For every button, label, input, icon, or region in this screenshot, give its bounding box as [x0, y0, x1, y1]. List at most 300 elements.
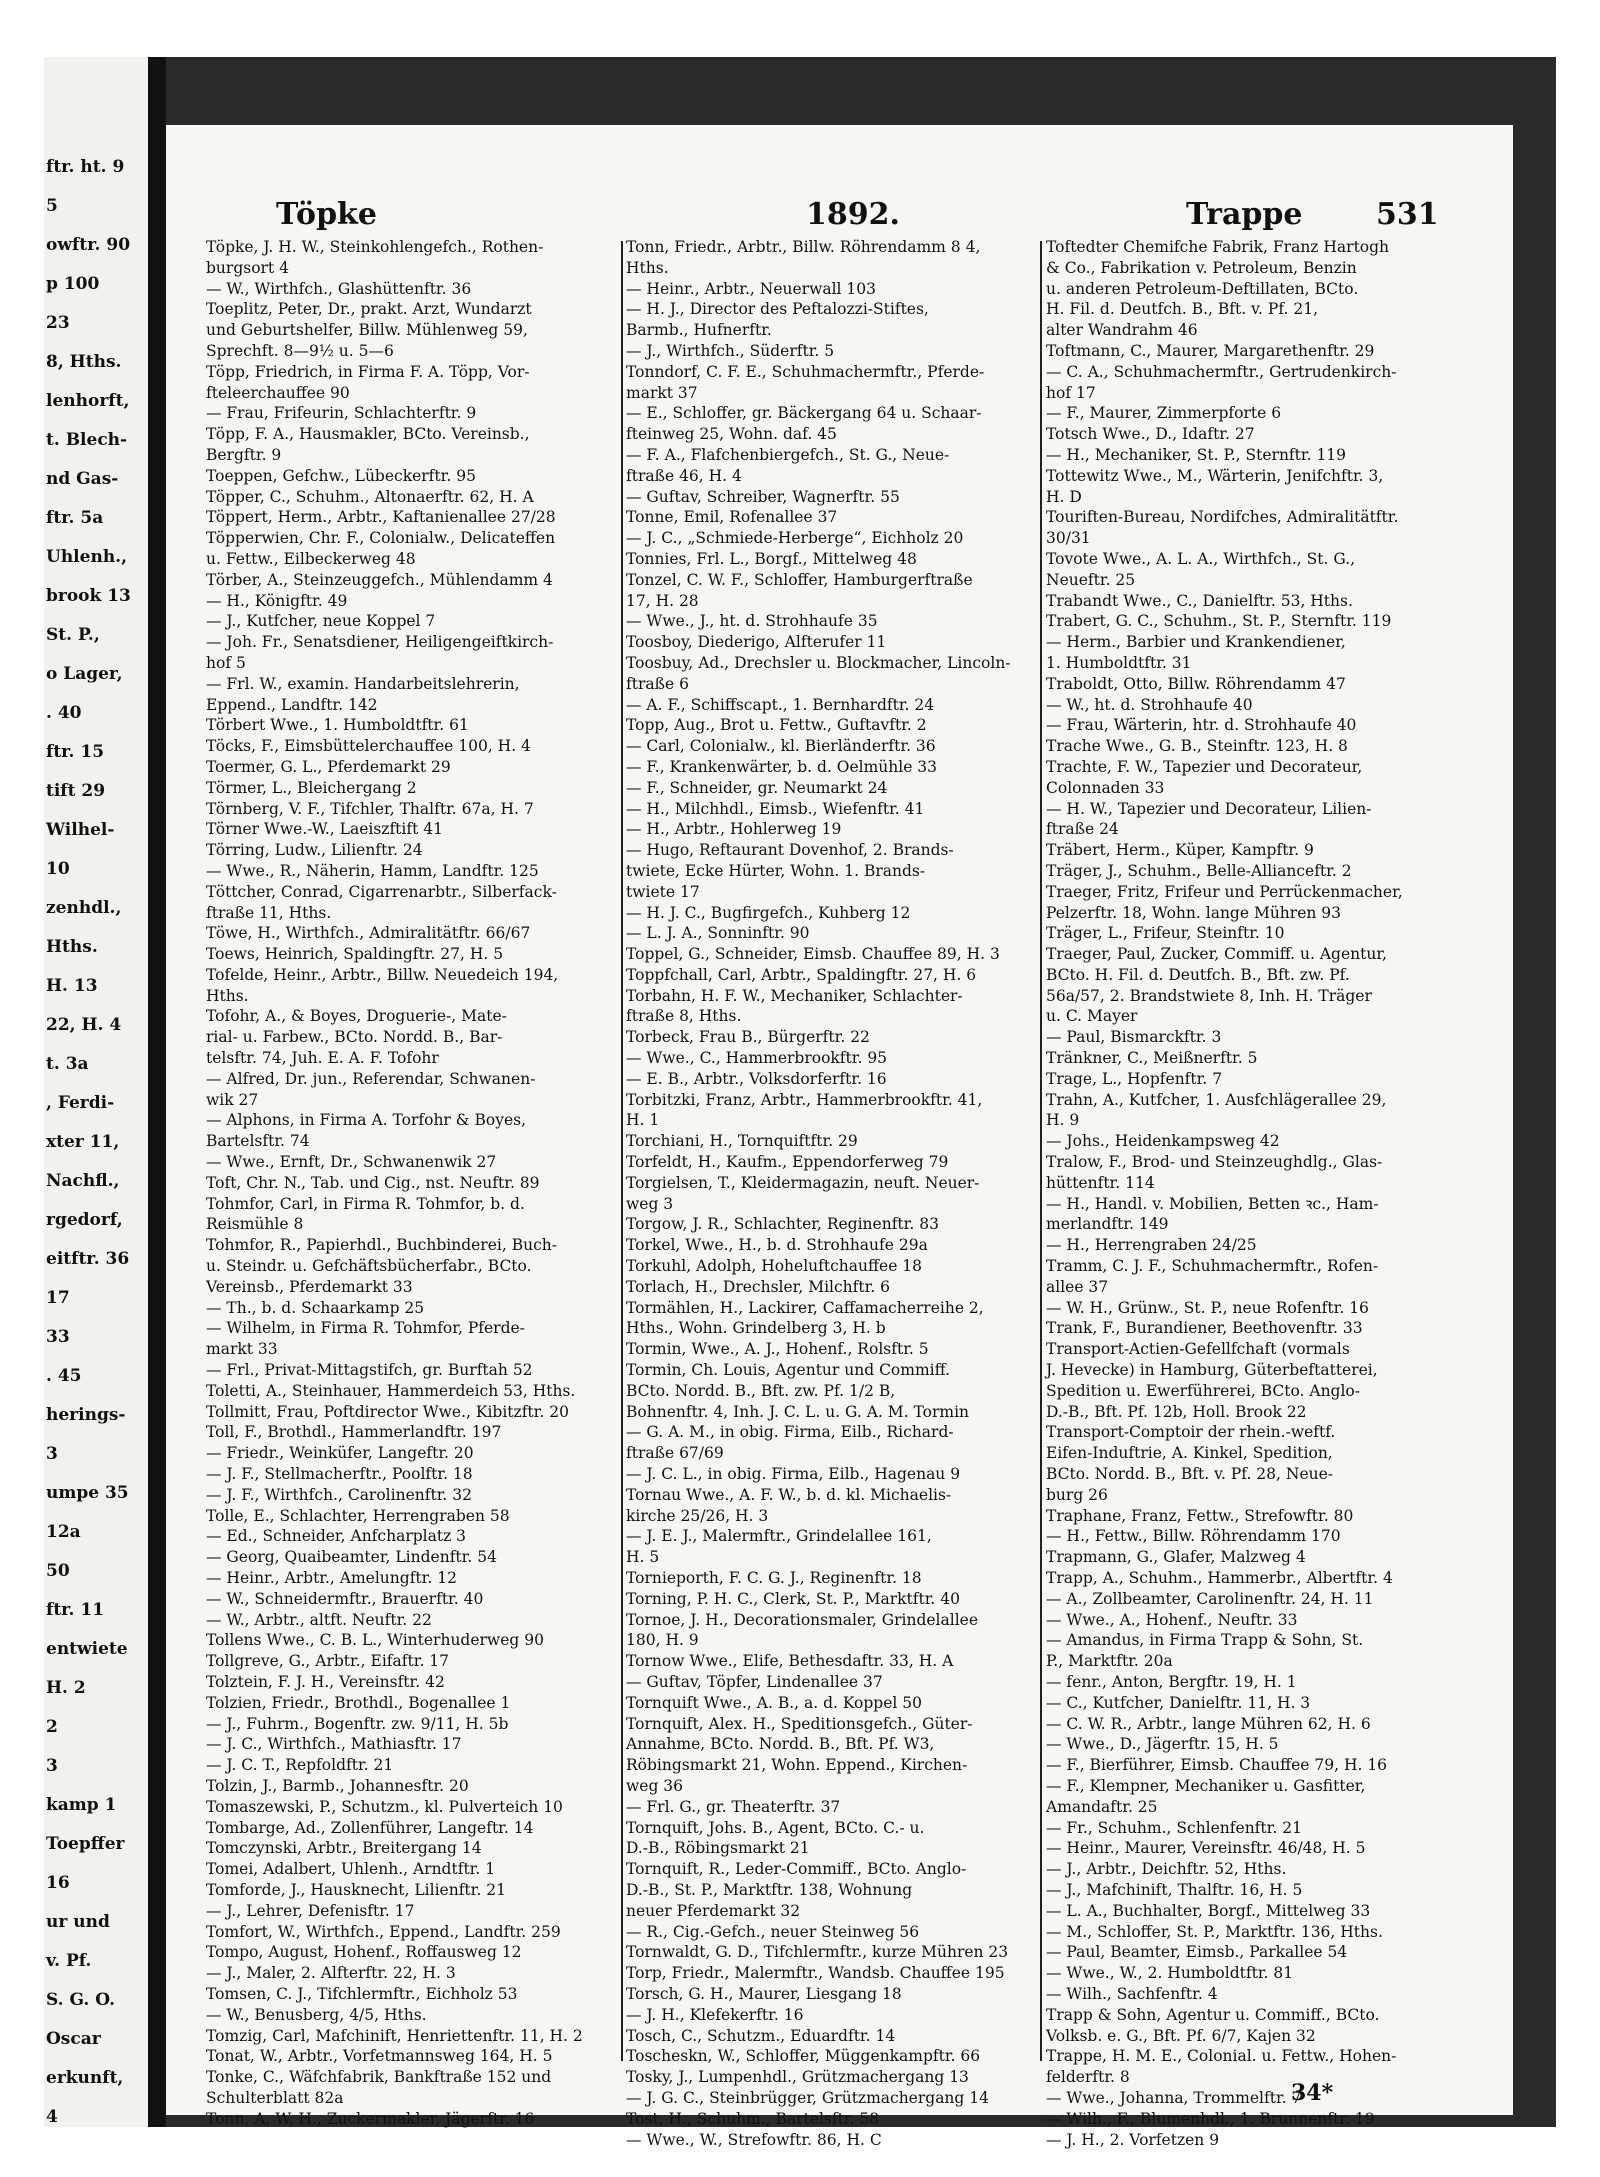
previous-page-edge	[44, 57, 148, 2127]
previous-page-text-fragment: H. 2	[46, 1678, 86, 1698]
directory-entry-line: Tornquift Wwe., A. B., a. d. Koppel 50	[626, 1693, 922, 1712]
directory-entry-line: Träbert, Herm., Küper, Kampftr. 9	[1046, 841, 1314, 860]
directory-entry-line: burgsort 4	[206, 258, 289, 277]
previous-page-text-fragment: nd Gas-	[46, 469, 119, 489]
year-heading: 1892.	[806, 197, 900, 232]
directory-entry-line: — Johs., Heidenkampsweg 42	[1046, 1132, 1280, 1151]
directory-entry-line: H. 1	[626, 1111, 660, 1130]
directory-entry-line: Tomsen, C. J., Tifchlermftr., Eichholz 53	[206, 1984, 518, 2003]
directory-entry-line: Töpper, C., Schuhm., Altonaerftr. 62, H. A	[206, 487, 534, 506]
directory-entry-line: Tolle, E., Schlachter, Herrengraben 58	[206, 1506, 510, 1525]
directory-entry-line: Tolztein, F. J. H., Vereinsftr. 42	[206, 1672, 445, 1691]
directory-entry-line: — Paul, Beamter, Eimsb., Parkallee 54	[1046, 1943, 1348, 1962]
directory-entry-line: — Ed., Schneider, Anfcharplatz 3	[206, 1527, 467, 1546]
directory-entry-line: Tornoe, J. H., Decorationsmaler, Grindelallee	[626, 1610, 979, 1629]
directory-entry-line: — W., ht. d. Strohhaufe 40	[1046, 695, 1253, 714]
column-divider	[621, 241, 623, 2061]
directory-entry-line: Töttcher, Conrad, Cigarrenarbtr., Silberfack-	[206, 882, 557, 901]
previous-page-text-fragment: t. 3a	[46, 1054, 89, 1074]
previous-page-text-fragment: ftr. 5a	[46, 508, 104, 528]
directory-entry-line: — F., Klempner, Mechaniker u. Gasfitter,	[1046, 1776, 1366, 1795]
directory-entry-line: Pelzerftr. 18, Wohn. lange Mühren 93	[1046, 903, 1341, 922]
directory-entry-line: Eifen-Induftrie, A. Kinkel, Spedition,	[1046, 1444, 1333, 1463]
directory-entry-line: — J. G. C., Steinbrügger, Grützmachergang 14	[626, 2088, 989, 2107]
directory-entry-line: — J. H., 2. Vorfetzen 9	[1046, 2130, 1220, 2149]
directory-entry-line: — H., Königftr. 49	[206, 591, 348, 610]
directory-entry-line: Torning, P. H. C., Clerk, St. P., Marktftr. 40	[626, 1589, 960, 1608]
directory-entry-line: Tomforde, J., Hausknecht, Lilienftr. 21	[206, 1880, 506, 1899]
directory-entry-line: Torgielsen, T., Kleidermagazin, neuft. Neuer-	[626, 1173, 980, 1192]
directory-entry-line: — J., Fuhrm., Bogenftr. zw. 9/11, H. 5b	[206, 1714, 509, 1733]
directory-entry-line: — J., Wirthfch., Süderftr. 5	[626, 341, 835, 360]
directory-entry-line: Trahn, A., Kutfcher, 1. Ausfchlägerallee 29,	[1046, 1090, 1387, 1109]
directory-entry-line: ftraße 8, Hths.	[626, 1007, 742, 1026]
directory-entry-line: Tomaszewski, P., Schutzm., kl. Pulverteich 10	[206, 1797, 563, 1816]
directory-entry-line: — F., Bierführer, Eimsb. Chauffee 79, H. 16	[1046, 1756, 1388, 1775]
directory-entry-line: — Amandus, in Firma Trapp & Sohn, St.	[1046, 1631, 1364, 1650]
directory-entry-line: D.-B., Bft. Pf. 12b, Holl. Brook 22	[1046, 1402, 1307, 1421]
directory-entry-line: — Frl., Privat-Mittagstifch, gr. Burftah 52	[206, 1361, 533, 1380]
directory-page	[166, 125, 1513, 2149]
previous-page-text-fragment: Toepffer	[46, 1834, 125, 1854]
previous-page-text-fragment: Hths.	[46, 937, 98, 957]
previous-page-text-fragment: S. G. O.	[46, 1990, 115, 2010]
directory-entry-line: Barmb., Hufnerftr.	[626, 321, 772, 340]
directory-entry-line: Toeplitz, Peter, Dr., prakt. Arzt, Wundarzt	[206, 300, 532, 319]
directory-entry-line: Trachte, F. W., Tapezier und Decorateur,	[1046, 757, 1363, 776]
directory-entry-line: — Wwe., D., Jägerftr. 15, H. 5	[1046, 1735, 1279, 1754]
previous-page-text-fragment: 17	[46, 1288, 70, 1308]
directory-entry-line: Toeppen, Gefchw., Lübeckerftr. 95	[206, 466, 476, 485]
directory-entry-line: — J. E. J., Malermftr., Grindelallee 161,	[626, 1527, 932, 1546]
previous-page-text-fragment: Uhlenh.,	[46, 547, 128, 567]
directory-entry-line: Törber, A., Steinzeuggefch., Mühlendamm 4	[206, 570, 553, 589]
directory-entry-line: Topp, Aug., Brot u. Fettw., Guftavftr. 2	[626, 716, 927, 735]
previous-page-text-fragment: 50	[46, 1561, 70, 1581]
directory-entry-line: Torlach, H., Drechsler, Milchftr. 6	[626, 1277, 891, 1296]
directory-entry-line: — Frau, Wärterin, htr. d. Strohhaufe 40	[1046, 716, 1357, 735]
directory-entry-line: — H., Milchhdl., Eimsb., Wiefenftr. 41	[626, 799, 925, 818]
previous-page-text-fragment: entwiete	[46, 1639, 128, 1659]
directory-entry-line: Tornow Wwe., Elife, Bethesdaftr. 33, H. A	[626, 1652, 954, 1671]
directory-entry-line: 56a/57, 2. Brandstwiete 8, Inh. H. Träger	[1046, 986, 1372, 1005]
previous-page-text-fragment: t. Blech-	[46, 430, 128, 450]
directory-entry-line: Träger, J., Schuhm., Belle-Allianceftr. 2	[1046, 861, 1352, 880]
directory-entry-line: — J. H., Klefekerftr. 16	[626, 2005, 804, 2024]
directory-column-1	[206, 237, 620, 2128]
directory-entry-line: Trabandt Wwe., C., Danielftr. 53, Hths.	[1046, 591, 1353, 610]
previous-page-text-fragment: owftr. 90	[46, 235, 131, 255]
directory-entry-line: — M., Schloffer, St. P., Marktftr. 136, Hths.	[1046, 1922, 1383, 1941]
directory-entry-line: — J. C., „Schmiede-Herberge“, Eichholz 20	[626, 529, 964, 548]
directory-entry-line: 30/31	[1046, 529, 1091, 548]
directory-entry-line: Neueftr. 25	[1046, 570, 1136, 589]
previous-page-text-fragment: ur und	[46, 1912, 110, 1932]
directory-entry-line: — Wwe., Ernft, Dr., Schwanenwik 27	[206, 1153, 497, 1172]
directory-entry-line: — fenr., Anton, Bergftr. 19, H. 1	[1046, 1672, 1297, 1691]
directory-entry-line: Tomei, Adalbert, Uhlenh., Arndtftr. 1	[206, 1860, 496, 1879]
directory-entry-line: — E. B., Arbtr., Volksdorferftr. 16	[626, 1069, 887, 1088]
directory-entry-line: — Frl. W., examin. Handarbeitslehrerin,	[206, 674, 520, 693]
directory-entry-line: Transport-Actien-Gefellfchaft (vormals	[1046, 1340, 1350, 1359]
directory-entry-line: Tollgreve, G., Arbtr., Eifaftr. 17	[206, 1652, 450, 1671]
directory-entry-line: rial- u. Farbew., BCto. Nordd. B., Bar-	[206, 1028, 503, 1047]
directory-entry-line: — G. A. M., in obig. Firma, Eilb., Richard-	[626, 1423, 954, 1442]
directory-entry-line: Tonnies, Frl. L., Borgf., Mittelweg 48	[626, 549, 917, 568]
directory-entry-line: — Frl. G., gr. Theaterftr. 37	[626, 1797, 841, 1816]
directory-entry-line: hüttenftr. 114	[1046, 1173, 1155, 1192]
directory-entry-line: — J. C. L., in obig. Firma, Eilb., Hagenau 9	[626, 1465, 961, 1484]
column-divider	[1040, 241, 1042, 2061]
directory-entry-line: Tränkner, C., Meißnerftr. 5	[1046, 1049, 1258, 1068]
directory-entry-line: Tornquift, R., Leder-Commiff., BCto. Anglo-	[626, 1860, 967, 1879]
directory-entry-line: Toews, Heinrich, Spaldingftr. 27, H. 5	[206, 945, 504, 964]
directory-entry-line: twiete, Ecke Hürter, Wohn. 1. Brands-	[626, 861, 926, 880]
directory-entry-line: Transport-Comptoir der rhein.-weftf.	[1046, 1423, 1336, 1442]
directory-entry-line: Annahme, BCto. Nordd. B., Bft. Pf. W3,	[626, 1735, 935, 1754]
directory-entry-line: Tomfort, W., Wirthfch., Eppend., Landftr. 259	[206, 1922, 561, 1941]
previous-page-text-fragment: St. P.,	[46, 625, 100, 645]
directory-entry-line: Trage, L., Hopfenftr. 7	[1046, 1069, 1223, 1088]
directory-entry-line: — Heinr., Maurer, Vereinsftr. 46/48, H. 5	[1046, 1839, 1366, 1858]
directory-entry-line: — E., Schloffer, gr. Bäckergang 64 u. Schaar-	[626, 404, 982, 423]
directory-entry-line: Torbitzki, Franz, Arbtr., Hammerbrookftr. 41,	[626, 1090, 983, 1109]
previous-page-text-fragment: eitftr. 36	[46, 1249, 130, 1269]
directory-entry-line: — Wwe., W., Strefowftr. 86, H. C	[626, 2130, 882, 2149]
directory-entry-line: — A., Zollbeamter, Carolinenftr. 24, H. 11	[1046, 1589, 1374, 1608]
directory-entry-line: Eppend., Landftr. 142	[206, 695, 378, 714]
directory-entry-line: — Wwe., A., Hohenf., Neuftr. 33	[1046, 1610, 1298, 1629]
directory-entry-line: — H., Herrengraben 24/25	[1046, 1236, 1257, 1255]
directory-entry-line: Tornquift, Alex. H., Speditionsgefch., Güter-	[626, 1714, 973, 1733]
directory-entry-line: Toftmann, C., Maurer, Margarethenftr. 29	[1046, 341, 1375, 360]
directory-entry-line: Toosbuy, Ad., Drechsler u. Blockmacher, Lincoln-	[626, 653, 1011, 672]
directory-entry-line: Torsch, G. H., Maurer, Liesgang 18	[626, 1984, 902, 2003]
signature-mark: 34*	[1291, 2080, 1334, 2106]
directory-entry-line: — Wwe., C., Hammerbrookftr. 95	[626, 1049, 888, 1068]
directory-entry-line: Törnberg, V. F., Tifchler, Thalftr. 67a, H. 7	[206, 799, 534, 818]
directory-entry-line: D.-B., St. P., Marktftr. 138, Wohnung	[626, 1880, 913, 1899]
directory-entry-line: Vereinsb., Pferdemarkt 33	[206, 1277, 413, 1296]
directory-entry-line: — Georg, Quaibeamter, Lindenftr. 54	[206, 1548, 497, 1567]
directory-entry-line: Törbert Wwe., 1. Humboldtftr. 61	[206, 716, 469, 735]
directory-entry-line: — H., Arbtr., Hohlerweg 19	[626, 820, 842, 839]
previous-page-text-fragment: , Ferdi-	[46, 1093, 115, 1113]
directory-entry-line: — F., Maurer, Zimmerpforte 6	[1046, 404, 1282, 423]
directory-entry-line: Tralow, F., Brod- und Steinzeughdlg., Glas-	[1046, 1153, 1383, 1172]
directory-entry-line: — Alfred, Dr. jun., Referendar, Schwanen-	[206, 1069, 536, 1088]
directory-entry-line: Töpp, Friedrich, in Firma F. A. Töpp, Vor-	[206, 362, 530, 381]
directory-entry-line: — R., Cig.-Gefch., neuer Steinweg 56	[626, 1922, 920, 1941]
directory-entry-line: — Heinr., Arbtr., Neuerwall 103	[626, 279, 877, 298]
directory-entry-line: Tolzien, Friedr., Brothdl., Bogenallee 1	[206, 1693, 511, 1712]
directory-entry-line: — A. F., Schiffscapt., 1. Bernhardftr. 24	[626, 695, 935, 714]
directory-entry-line: Traboldt, Otto, Billw. Röhrendamm 47	[1046, 674, 1346, 693]
directory-entry-line: Törner Wwe.-W., Laeiszftift 41	[206, 820, 443, 839]
directory-entry-line: Tombarge, Ad., Zollenführer, Langeftr. 14	[206, 1818, 534, 1837]
directory-entry-line: felderftr. 8	[1046, 2068, 1130, 2087]
directory-entry-line: — Wwe., J., ht. d. Strohhaufe 35	[626, 612, 878, 631]
directory-entry-line: — J. C. T., Repfoldftr. 21	[206, 1756, 394, 1775]
running-head-last-entry: Trappe	[1186, 197, 1303, 232]
directory-entry-line: Trapp, A., Schuhm., Hammerbr., Albertftr. 4	[1046, 1569, 1393, 1587]
previous-page-text-fragment: 2	[46, 1717, 58, 1737]
directory-entry-line: Hths.	[626, 258, 669, 277]
previous-page-text-fragment: Wilhel-	[46, 820, 115, 840]
directory-entry-line: — Wilh., Sachfenftr. 4	[1046, 1984, 1218, 2003]
directory-entry-line: — Wwe., W., 2. Humboldtftr. 81	[1046, 1964, 1294, 1983]
directory-entry-line: merlandftr. 149	[1046, 1215, 1169, 1234]
directory-entry-line: 180, H. 9	[626, 1631, 699, 1650]
previous-page-text-fragment: umpe 35	[46, 1483, 129, 1503]
directory-entry-line: Toscheskn, W., Schloffer, Müggenkampftr. 66	[626, 2047, 981, 2066]
directory-entry-line: Tohmfor, Carl, in Firma R. Tohmfor, b. d.	[206, 1194, 525, 1213]
directory-entry-line: Töwe, H., Wirthfch., Admiralitätftr. 66/67	[206, 924, 531, 943]
directory-entry-line: — Hugo, Reftaurant Dovenhof, 2. Brands-	[626, 841, 954, 860]
directory-entry-line: — Carl, Colonialw., kl. Bierländerftr. 36	[626, 737, 936, 756]
previous-page-text-fragment: . 40	[46, 703, 82, 723]
directory-entry-line: Volksb. e. G., Bft. Pf. 6/7, Kajen 32	[1046, 2026, 1316, 2045]
directory-entry-line: wik 27	[206, 1090, 259, 1109]
directory-entry-line: Amandaftr. 25	[1046, 1797, 1158, 1816]
directory-entry-line: hof 5	[206, 653, 246, 672]
directory-entry-line: — C., Kutfcher, Danielftr. 11, H. 3	[1046, 1693, 1311, 1712]
directory-entry-line: Törmer, L., Bleichergang 2	[206, 778, 417, 797]
directory-entry-line: — Wilh., F., Blumenhdl., 1. Brunnenftr. 19	[1046, 2109, 1375, 2128]
directory-entry-line: H. 5	[626, 1548, 660, 1567]
directory-entry-line: Tormählen, H., Lackirer, Caffamacherreihe 2,	[626, 1298, 984, 1317]
directory-entry-line: Tonat, W., Arbtr., Vorfetmannsweg 164, H. 5	[206, 2047, 553, 2066]
directory-entry-line: BCto. Nordd. B., Bft. v. Pf. 28, Neue-	[1046, 1465, 1334, 1484]
directory-entry-line: — F., Krankenwärter, b. d. Oelmühle 33	[626, 757, 938, 776]
directory-entry-line: ftraße 11, Hths.	[206, 903, 332, 922]
directory-entry-line: — Friedr., Weinküfer, Langeftr. 20	[206, 1444, 474, 1463]
directory-entry-line: — Herm., Barbier und Krankendiener,	[1046, 633, 1346, 652]
previous-page-text-fragment: herings-	[46, 1405, 126, 1425]
directory-entry-line: BCto. H. Fil. d. Deutfch. B., Bft. zw. Pf.	[1046, 965, 1350, 984]
directory-entry-line: alter Wandrahm 46	[1046, 321, 1198, 340]
previous-page-text-fragment: 12a	[46, 1522, 81, 1542]
previous-page-text-fragment: rgedorf,	[46, 1210, 123, 1230]
directory-entry-line: — Th., b. d. Schaarkamp 25	[206, 1298, 425, 1317]
directory-entry-line: Tonn, A. W. H., Zuckermakler, Jägerftr. 16	[206, 2109, 535, 2128]
directory-entry-line: H. 9	[1046, 1111, 1080, 1130]
directory-entry-line: telsftr. 74, Juh. E. A. F. Tofohr	[206, 1049, 439, 1068]
previous-page-text-fragment: 33	[46, 1327, 70, 1347]
directory-entry-line: Toll, F., Brothdl., Hammerlandftr. 197	[206, 1423, 502, 1442]
directory-entry-line: allee 37	[1046, 1277, 1109, 1296]
directory-entry-line: Töpp, F. A., Hausmakler, BCto. Vereinsb.,	[206, 425, 530, 444]
directory-entry-line: — Guftav, Töpfer, Lindenallee 37	[626, 1672, 883, 1691]
directory-entry-line: Tornwaldt, G. D., Tifchlermftr., kurze Mühren 23	[626, 1943, 1009, 1962]
previous-page-text-fragment: 10	[46, 859, 70, 879]
directory-entry-line: H. D	[1046, 487, 1082, 506]
directory-entry-line: Tormin, Ch. Louis, Agentur und Commiff.	[626, 1361, 951, 1380]
directory-entry-line: kirche 25/26, H. 3	[626, 1506, 769, 1525]
directory-entry-line: 1. Humboldtftr. 31	[1046, 653, 1192, 672]
directory-entry-line: — H., Mechaniker, St. P., Sternftr. 119	[1046, 445, 1347, 464]
directory-entry-line: — J., Lehrer, Defenisftr. 17	[206, 1901, 415, 1920]
directory-entry-line: Tonndorf, C. F. E., Schuhmachermftr., Pferde-	[626, 362, 985, 381]
directory-entry-line: Töppert, Herm., Arbtr., Kaftanienallee 27/28	[206, 508, 556, 527]
previous-page-text-fragment: erkunft,	[46, 2068, 124, 2088]
directory-entry-line: — Joh. Fr., Senatsdiener, Heiligengeiftkirch-	[206, 633, 554, 652]
directory-entry-line: Toosboy, Diederigo, Alfterufer 11	[626, 633, 887, 652]
directory-entry-line: markt 33	[206, 1340, 278, 1359]
previous-page-text-fragment: 3	[46, 1756, 58, 1776]
directory-entry-line: — J., Arbtr., Deichftr. 52, Hths.	[1046, 1860, 1287, 1879]
directory-entry-line: Toletti, A., Steinhauer, Hammerdeich 53, Hths.	[206, 1381, 576, 1400]
directory-entry-line: Hths.	[206, 986, 249, 1005]
directory-entry-line: — C. W. R., Arbtr., lange Mühren 62, H. 6	[1046, 1714, 1371, 1733]
directory-entry-line: Tofohr, A., & Boyes, Droguerie-, Mate-	[206, 1007, 507, 1026]
directory-entry-line: Tofelde, Heinr., Arbtr., Billw. Neuedeich 194,	[206, 965, 559, 984]
directory-entry-line: Totsch Wwe., D., Idaftr. 27	[1046, 425, 1255, 444]
directory-entry-line: — Heinr., Arbtr., Amelungftr. 12	[206, 1569, 457, 1587]
directory-entry-line: Tomczynski, Arbtr., Breitergang 14	[206, 1839, 482, 1858]
directory-entry-line: Tonn, Friedr., Arbtr., Billw. Röhrendamm 8 4,	[626, 238, 981, 256]
directory-entry-line: — J., Maler, 2. Alfterftr. 22, H. 3	[206, 1964, 456, 1983]
directory-entry-line: Reismühle 8	[206, 1215, 304, 1234]
directory-entry-line: — J. F., Stellmacherftr., Poolftr. 18	[206, 1465, 473, 1484]
directory-entry-line: Torkel, Wwe., H., b. d. Strohhaufe 29a	[626, 1236, 928, 1255]
previous-page-text-fragment: v. Pf.	[46, 1951, 92, 1971]
directory-entry-line: twiete 17	[626, 882, 700, 901]
directory-entry-line: Töpperwien, Chr. F., Colonialw., Delicateffen	[206, 529, 556, 548]
directory-entry-line: Colonnaden 33	[1046, 778, 1165, 797]
directory-entry-line: Bergftr. 9	[206, 445, 282, 464]
directory-entry-line: — L. J. A., Sonninftr. 90	[626, 924, 810, 943]
previous-page-text-fragment: tift 29	[46, 781, 106, 801]
directory-entry-line: Tornieporth, F. C. G. J., Reginenftr. 18	[626, 1569, 922, 1587]
directory-entry-line: u. C. Mayer	[1046, 1007, 1138, 1026]
directory-entry-line: Tonzel, C. W. F., Schloffer, Hamburgerftraße	[626, 570, 973, 589]
directory-entry-line: ftraße 6	[626, 674, 689, 693]
directory-entry-line: u. anderen Petroleum-Deftillaten, BCto.	[1046, 279, 1359, 298]
directory-entry-line: Tonne, Emil, Rofenallee 37	[626, 508, 838, 527]
directory-entry-line: Bartelsftr. 74	[206, 1132, 310, 1151]
previous-page-text-fragment: brook 13	[46, 586, 131, 606]
directory-entry-line: — Fr., Schuhm., Schlenfenftr. 21	[1046, 1818, 1302, 1837]
directory-entry-line: BCto. Nordd. B., Bft. zw. Pf. 1/2 B,	[626, 1381, 896, 1400]
directory-entry-line: D.-B., Röbingsmarkt 21	[626, 1839, 810, 1858]
directory-entry-line: Tonke, C., Wäfchfabrik, Bankftraße 152 und	[206, 2068, 552, 2087]
previous-page-text-fragment: lenhorft,	[46, 391, 130, 411]
previous-page-text-fragment: kamp 1	[46, 1795, 117, 1815]
directory-entry-line: — Guftav, Schreiber, Wagnerftr. 55	[626, 487, 900, 506]
directory-entry-line: weg 36	[626, 1776, 684, 1795]
directory-entry-line: und Geburtshelfer, Billw. Mühlenweg 59,	[206, 321, 528, 340]
directory-entry-line: — F. A., Flafchenbiergefch., St. G., Neue-	[626, 445, 950, 464]
directory-entry-line: Röbingsmarkt 21, Wohn. Eppend., Kirchen-	[626, 1756, 968, 1775]
directory-entry-line: fteinweg 25, Wohn. daf. 45	[626, 425, 837, 444]
directory-entry-line: — L. A., Buchhalter, Borgf., Mittelweg 33	[1046, 1901, 1371, 1920]
directory-entry-line: Traeger, Paul, Zucker, Commiff. u. Agentur,	[1046, 945, 1387, 964]
page-number: 531	[1376, 197, 1439, 232]
directory-entry-line: Torfeldt, H., Kaufm., Eppendorferweg 79	[626, 1153, 949, 1172]
directory-entry-line: — Frau, Frifeurin, Schlachterftr. 9	[206, 404, 477, 423]
directory-entry-line: — Wwe., R., Näherin, Hamm, Landftr. 125	[206, 861, 539, 880]
previous-page-text-fragment: 3	[46, 1444, 58, 1464]
directory-entry-line: — H., Fettw., Billw. Röhrendamm 170	[1046, 1527, 1341, 1546]
directory-entry-line: Trache Wwe., G. B., Steinftr. 123, H. 8	[1046, 737, 1348, 756]
previous-page-text-fragment: zenhdl.,	[46, 898, 122, 918]
previous-page-text-fragment: 4	[46, 2107, 58, 2127]
directory-entry-line: Touriften-Bureau, Nordifches, Admiralitätftr.	[1046, 508, 1399, 527]
directory-entry-line: u. Steindr. u. Gefchäftsbücherfabr., BCto.	[206, 1257, 532, 1276]
directory-entry-line: Tosky, J., Lumpenhdl., Grützmachergang 13	[626, 2068, 969, 2087]
directory-entry-line: hof 17	[1046, 383, 1096, 402]
previous-page-text-fragment: o Lager,	[46, 664, 123, 684]
directory-entry-line: Törring, Ludw., Lilienftr. 24	[206, 841, 423, 860]
directory-entry-line: Töpke, J. H. W., Steinkohlengefch., Rothen-	[206, 238, 544, 256]
directory-entry-line: Tormin, Wwe., A. J., Hohenf., Rolsftr. 5	[626, 1340, 929, 1359]
directory-entry-line: burg 26	[1046, 1485, 1108, 1504]
directory-entry-line: Trabert, G. C., Schuhm., St. P., Sternftr. 119	[1046, 612, 1392, 631]
directory-entry-line: Trapp & Sohn, Agentur u. Commiff., BCto.	[1046, 2005, 1380, 2024]
directory-entry-line: neuer Pferdemarkt 32	[626, 1901, 801, 1920]
directory-entry-line: — Alphons, in Firma A. Torfohr & Boyes,	[206, 1111, 527, 1130]
previous-page-text-fragment: 8, Hths.	[46, 352, 122, 372]
directory-entry-line: — H., Handl. v. Mobilien, Betten ꝛc., Ham-	[1046, 1194, 1379, 1213]
directory-entry-line: Torp, Friedr., Malermftr., Wandsb. Chauffee 195	[626, 1964, 1005, 1983]
directory-entry-line: ftraße 24	[1046, 820, 1119, 839]
directory-entry-line: Tomzig, Carl, Mafchinift, Henriettenftr. 11, H. 2	[206, 2026, 583, 2045]
directory-entry-line: — J., Mafchinift, Thalftr. 16, H. 5	[1046, 1880, 1303, 1899]
directory-entry-line: — Wilhelm, in Firma R. Tohmfor, Pferde-	[206, 1319, 525, 1338]
directory-entry-line: Trapmann, G., Glafer, Malzweg 4	[1046, 1548, 1306, 1567]
directory-entry-line: — F., Schneider, gr. Neumarkt 24	[626, 778, 888, 797]
directory-entry-line: Toermer, G. L., Pferdemarkt 29	[206, 757, 451, 776]
directory-entry-line: Torbahn, H. F. W., Mechaniker, Schlachter-	[626, 986, 963, 1005]
previous-page-text-fragment: p 100	[46, 274, 100, 294]
directory-entry-line: Traeger, Fritz, Frifeur und Perrückenmacher,	[1046, 882, 1403, 901]
directory-entry-line: Tost, H., Schuhm., Bartelsftr. 58	[626, 2109, 880, 2128]
previous-page-text-fragment: 23	[46, 313, 70, 333]
directory-entry-line: Töcks, F., Eimsbüttelerchauffee 100, H. 4	[206, 737, 531, 756]
directory-entry-line: Tollens Wwe., C. B. L., Winterhuderweg 90	[206, 1631, 544, 1650]
previous-page-text-fragment: . 45	[46, 1366, 82, 1386]
directory-entry-line: J. Hevecke) in Hamburg, Güterbeftatterei,	[1046, 1361, 1378, 1380]
directory-entry-line: Schulterblatt 82a	[206, 2088, 344, 2107]
directory-entry-line: — W. H., Grünw., St. P., neue Rofenftr. 16	[1046, 1298, 1369, 1317]
directory-entry-line: Torbeck, Frau B., Bürgerftr. 22	[626, 1028, 870, 1047]
directory-entry-line: ftraße 67/69	[626, 1444, 724, 1463]
directory-entry-line: — J. F., Wirthfch., Carolinenftr. 32	[206, 1485, 472, 1504]
directory-entry-line: — Paul, Bismarckftr. 3	[1046, 1028, 1222, 1047]
previous-page-text-fragment: 16	[46, 1873, 70, 1893]
previous-page-text-fragment: ftr. 15	[46, 742, 105, 762]
directory-entry-line: Tohmfor, R., Papierhdl., Buchbinderei, Buch-	[206, 1236, 557, 1255]
directory-entry-line: Toftedter Chemifche Fabrik, Franz Hartogh	[1046, 238, 1390, 256]
directory-entry-line: — J., Kutfcher, neue Koppel 7	[206, 612, 436, 631]
directory-entry-line: P., Marktftr. 20a	[1046, 1652, 1173, 1671]
previous-page-text-fragment: 5	[46, 196, 58, 216]
directory-entry-line: Bohnenftr. 4, Inh. J. C. L. u. G. A. M. Tormin	[626, 1402, 970, 1421]
directory-entry-line: Tollmitt, Frau, Poftdirector Wwe., Kibitzftr. 20	[206, 1402, 569, 1421]
directory-entry-line: Tornau Wwe., A. F. W., b. d. kl. Michaelis-	[626, 1485, 952, 1504]
running-head-first-entry: Töpke	[276, 197, 377, 232]
previous-page-text-fragment: Nachfl.,	[46, 1171, 120, 1191]
directory-entry-line: & Co., Fabrikation v. Petroleum, Benzin	[1046, 258, 1357, 277]
directory-entry-line: Tompo, August, Hohenf., Roffausweg 12	[206, 1943, 522, 1962]
directory-entry-line: u. Fettw., Eilbeckerweg 48	[206, 549, 416, 568]
previous-page-text-fragment: H. 13	[46, 976, 98, 996]
page-header	[166, 197, 1513, 237]
directory-entry-line: — H. W., Tapezier und Decorateur, Lilien-	[1046, 799, 1372, 818]
previous-page-text-fragment: 22, H. 4	[46, 1015, 122, 1035]
directory-entry-line: Tovote Wwe., A. L. A., Wirthfch., St. G.,	[1046, 549, 1356, 568]
